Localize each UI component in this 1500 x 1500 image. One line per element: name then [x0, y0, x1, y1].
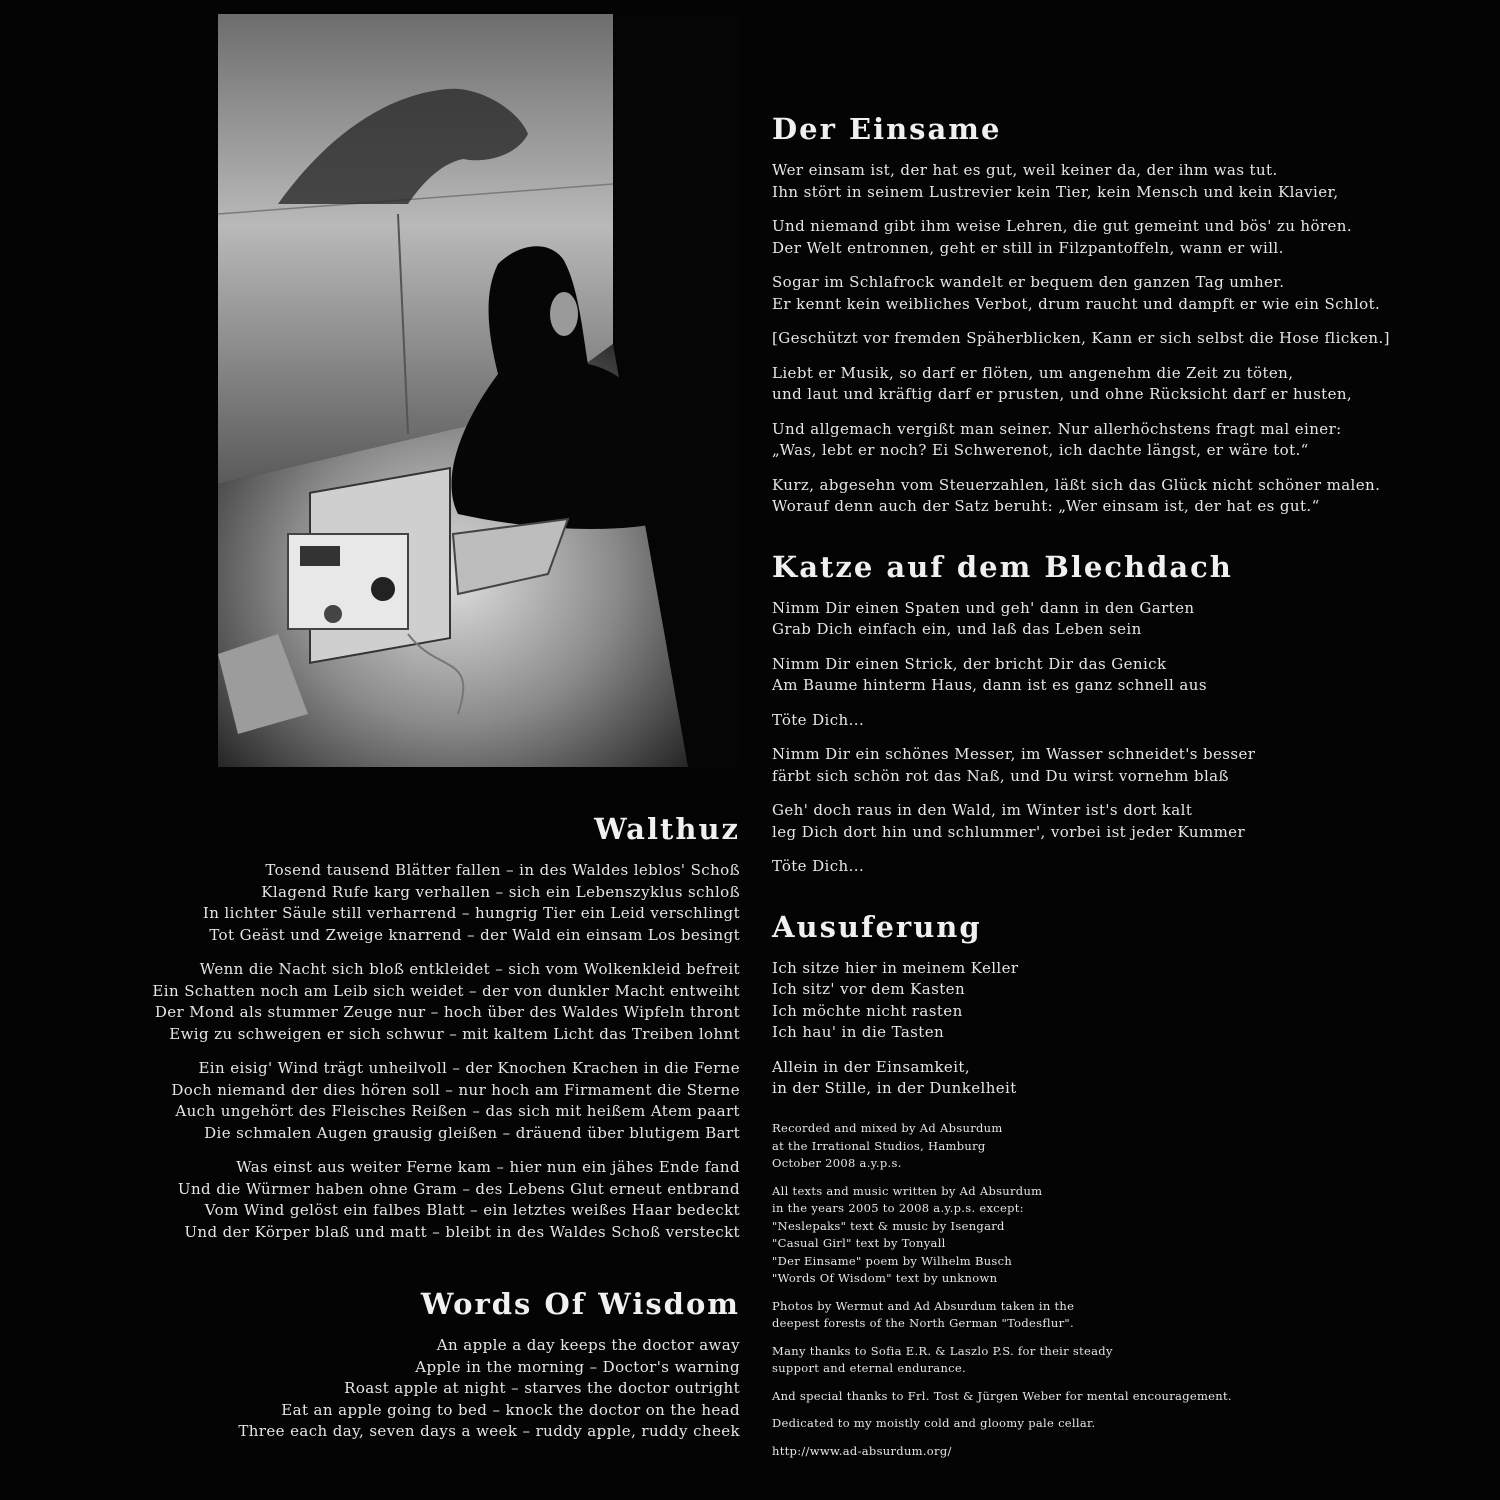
- song-words-of-wisdom: [120, 1287, 740, 1443]
- song-title: Ausuferung: [772, 909, 982, 944]
- lyric-line: Wer einsam ist, der hat es gut, weil keiner da, der ihm was tut.: [772, 161, 1278, 179]
- lyric-line: Allein in der Einsamkeit,: [772, 1057, 971, 1076]
- lyric-line: Vom Wind gelöst ein falbes Blatt – ein letztes weißes Haar bedeckt: [204, 1201, 740, 1219]
- stanza: [120, 1058, 740, 1144]
- lyric-line: Ein eisig' Wind trägt unheilvoll – der Knochen Krachen in die Ferne: [198, 1059, 740, 1077]
- song-title: Walthuz: [594, 812, 740, 846]
- lyric-line: Der Mond als stummer Zeuge nur – hoch über des Waldes Wipfeln thront: [154, 1003, 740, 1021]
- credit-line: October 2008 a.y.p.s.: [772, 1156, 902, 1170]
- stanza: [772, 710, 1472, 732]
- stanza: [772, 958, 1472, 1044]
- credit-line: "Words Of Wisdom" text by unknown: [772, 1271, 998, 1285]
- photo-illustration: [218, 14, 740, 767]
- credit-line: deepest forests of the North German "Todesflur".: [772, 1316, 1074, 1330]
- song-katze-auf-dem-blechdach: [772, 550, 1472, 878]
- credit-line: at the Irrational Studios, Hamburg: [772, 1138, 986, 1153]
- stanza: [772, 1057, 1472, 1100]
- song-der-einsame: [772, 112, 1472, 518]
- lyric-line: Ich sitze hier in meinem Keller: [772, 958, 1019, 977]
- lyric-line: Roast apple at night – starves the doctor outright: [344, 1379, 740, 1397]
- lyric-line: „Was, lebt er noch? Ei Schwerenot, ich dachte längst, er wäre tot.“: [772, 441, 1309, 459]
- stanza: [772, 419, 1472, 462]
- credit-line: Many thanks to Sofia E.R. & Laszlo P.S. for their steady: [772, 1343, 1113, 1358]
- lyric-line: Ewig zu schweigen er sich schwur – mit kaltem Licht das Treiben lohnt: [169, 1024, 740, 1043]
- lyric-line: leg Dich dort hin und schlummer', vorbei ist jeder Kummer: [772, 822, 1246, 841]
- stanza: [120, 860, 740, 946]
- credit-line: All texts and music written by Ad Absurdum: [772, 1183, 1043, 1198]
- lyric-line: Töte Dich...: [772, 857, 865, 875]
- song-ausuferung: [772, 910, 1472, 1100]
- lyric-line: Und der Körper blaß und matt – bleibt in des Waldes Schoß versteckt: [184, 1222, 740, 1241]
- credit-line: Dedicated to my moistly cold and gloomy pale cellar.: [772, 1416, 1096, 1430]
- lyric-line: und laut und kräftig darf er prusten, und ohne Rücksicht darf er husten,: [772, 385, 1353, 403]
- credit-line: "Neslepaks" text & music by Isengard: [772, 1218, 1005, 1233]
- stanza: [772, 744, 1472, 787]
- lyric-line: Nimm Dir einen Spaten und geh' dann in den Garten: [772, 598, 1195, 617]
- lyric-line: Der Welt entronnen, geht er still in Filzpantoffeln, wann er will.: [772, 238, 1284, 257]
- stanza: [772, 475, 1472, 518]
- lyric-line: Und die Würmer haben ohne Gram – des Lebens Glut erneut entbrand: [177, 1179, 740, 1198]
- stanza: [772, 856, 1472, 878]
- stanza: [772, 800, 1472, 843]
- stanza: [120, 1157, 740, 1243]
- band-photo: [218, 14, 740, 767]
- stanza: [772, 328, 1472, 350]
- right-column: [772, 112, 1472, 1130]
- song-title: Words Of Wisdom: [420, 1287, 740, 1321]
- lyric-line: Ich sitz' vor dem Kasten: [772, 980, 965, 998]
- credit-block: [772, 1183, 1472, 1288]
- lyric-line: Tot Geäst und Zweige knarrend – der Wald ein einsam Los besingt: [209, 925, 740, 944]
- lyric-line: Wenn die Nacht sich bloß entkleidet – sich vom Wolkenkleid befreit: [199, 960, 740, 978]
- credit-line: in the years 2005 to 2008 a.y.p.s. except:: [772, 1201, 1024, 1215]
- song-title: Katze auf dem Blechdach: [772, 549, 1233, 584]
- credit-block: [772, 1298, 1472, 1333]
- lyric-line: Grab Dich einfach ein, und laß das Leben sein: [772, 620, 1142, 638]
- lyric-line: Ihn stört in seinem Lustrevier kein Tier, kein Mensch und kein Klavier,: [772, 182, 1339, 201]
- credit-block: [772, 1443, 1472, 1461]
- lyric-line: Und allgemach vergißt man seiner. Nur allerhöchstens fragt mal einer:: [772, 419, 1342, 438]
- stanza: [120, 959, 740, 1045]
- lyric-line: Ich möchte nicht rasten: [772, 1001, 963, 1020]
- lyric-line: Und niemand gibt ihm weise Lehren, die gut gemeint und bös' zu hören.: [772, 217, 1352, 235]
- lyric-line: Eat an apple going to bed – knock the doctor on the head: [281, 1400, 740, 1419]
- credit-block: [772, 1120, 1472, 1173]
- stanza: [772, 272, 1472, 315]
- left-column: [120, 812, 740, 1473]
- credit-block: [772, 1388, 1472, 1406]
- lyric-line: Er kennt kein weibliches Verbot, drum raucht und dampft er wie ein Schlot.: [772, 294, 1381, 313]
- lyric-line: in der Stille, in der Dunkelheit: [772, 1079, 1017, 1097]
- lyric-line: In lichter Säule still verharrend – hungrig Tier ein Leid verschlingt: [202, 904, 740, 922]
- website-link[interactable]: http://www.ad-absurdum.org/: [772, 1443, 952, 1458]
- song-walthuz: [120, 812, 740, 1243]
- lyric-line: Nimm Dir ein schönes Messer, im Wasser schneidet's besser: [772, 745, 1256, 763]
- song-title: Der Einsame: [772, 112, 1002, 146]
- credit-line: support and eternal endurance.: [772, 1361, 966, 1375]
- lyric-line: Auch ungehört des Fleisches Reißen – das sich mit heißem Atem paart: [175, 1102, 740, 1120]
- lyric-line: Sogar im Schlafrock wandelt er bequem den ganzen Tag umher.: [772, 273, 1285, 291]
- stanza: [772, 654, 1472, 697]
- lyric-line: Ein Schatten noch am Leib sich weidet – der von dunkler Macht entweiht: [152, 981, 740, 1000]
- lyric-line: Ich hau' in die Tasten: [772, 1023, 945, 1041]
- lyric-line: Tosend tausend Blätter fallen – in des Waldes leblos' Schoß: [265, 861, 740, 879]
- lyric-line: Apple in the morning – Doctor's warning: [415, 1357, 740, 1376]
- stanza: [772, 363, 1472, 406]
- lyric-line: Nimm Dir einen Strick, der bricht Dir das Genick: [772, 654, 1167, 673]
- credit-block: [772, 1415, 1472, 1433]
- lyric-line: Klagend Rufe karg verhallen – sich ein Lebenszyklus schloß: [261, 882, 740, 901]
- lyric-line: Am Baume hinterm Haus, dann ist es ganz schnell aus: [772, 676, 1207, 694]
- stanza: [772, 160, 1472, 203]
- lyric-line: Kurz, abgesehn vom Steuerzahlen, läßt sich das Glück nicht schöner malen.: [772, 475, 1381, 494]
- lyric-line: Was einst aus weiter Ferne kam – hier nun ein jähes Ende fand: [236, 1158, 740, 1176]
- lyric-line: An apple a day keeps the doctor away: [436, 1336, 740, 1354]
- stanza: [772, 598, 1472, 641]
- stanza: [772, 216, 1472, 259]
- credit-line: And special thanks to Frl. Tost & Jürgen Weber for mental encouragement.: [772, 1388, 1232, 1403]
- lyric-line: Doch niemand der dies hören soll – nur hoch am Firmament die Sterne: [171, 1080, 740, 1099]
- lyric-line: Töte Dich...: [772, 710, 865, 729]
- credit-line: "Der Einsame" poem by Wilhelm Busch: [772, 1253, 1013, 1268]
- credit-line: Recorded and mixed by Ad Absurdum: [772, 1121, 1003, 1135]
- lyric-line: Worauf denn auch der Satz beruht: „Wer einsam ist, der hat es gut.“: [772, 497, 1320, 515]
- lyric-line: [Geschützt vor fremden Späherblicken, Kann er sich selbst die Hose flicken.]: [772, 329, 1390, 347]
- credit-line: Photos by Wermut and Ad Absurdum taken in the: [772, 1298, 1075, 1313]
- lyric-line: färbt sich schön rot das Naß, und Du wirst vornehm blaß: [772, 766, 1229, 785]
- lyric-line: Geh' doch raus in den Wald, im Winter ist's dort kalt: [772, 801, 1193, 819]
- credit-block: [772, 1343, 1472, 1378]
- lyric-line: Liebt er Musik, so darf er flöten, um angenehm die Zeit zu töten,: [772, 363, 1294, 382]
- credit-line: "Casual Girl" text by Tonyall: [772, 1236, 946, 1250]
- stanza: [120, 1335, 740, 1443]
- liner-credits: [772, 1120, 1472, 1470]
- lyric-line: Die schmalen Augen grausig gleißen – dräuend über blutigem Bart: [204, 1123, 740, 1142]
- lyric-line: Three each day, seven days a week – ruddy apple, ruddy cheek: [238, 1422, 740, 1440]
